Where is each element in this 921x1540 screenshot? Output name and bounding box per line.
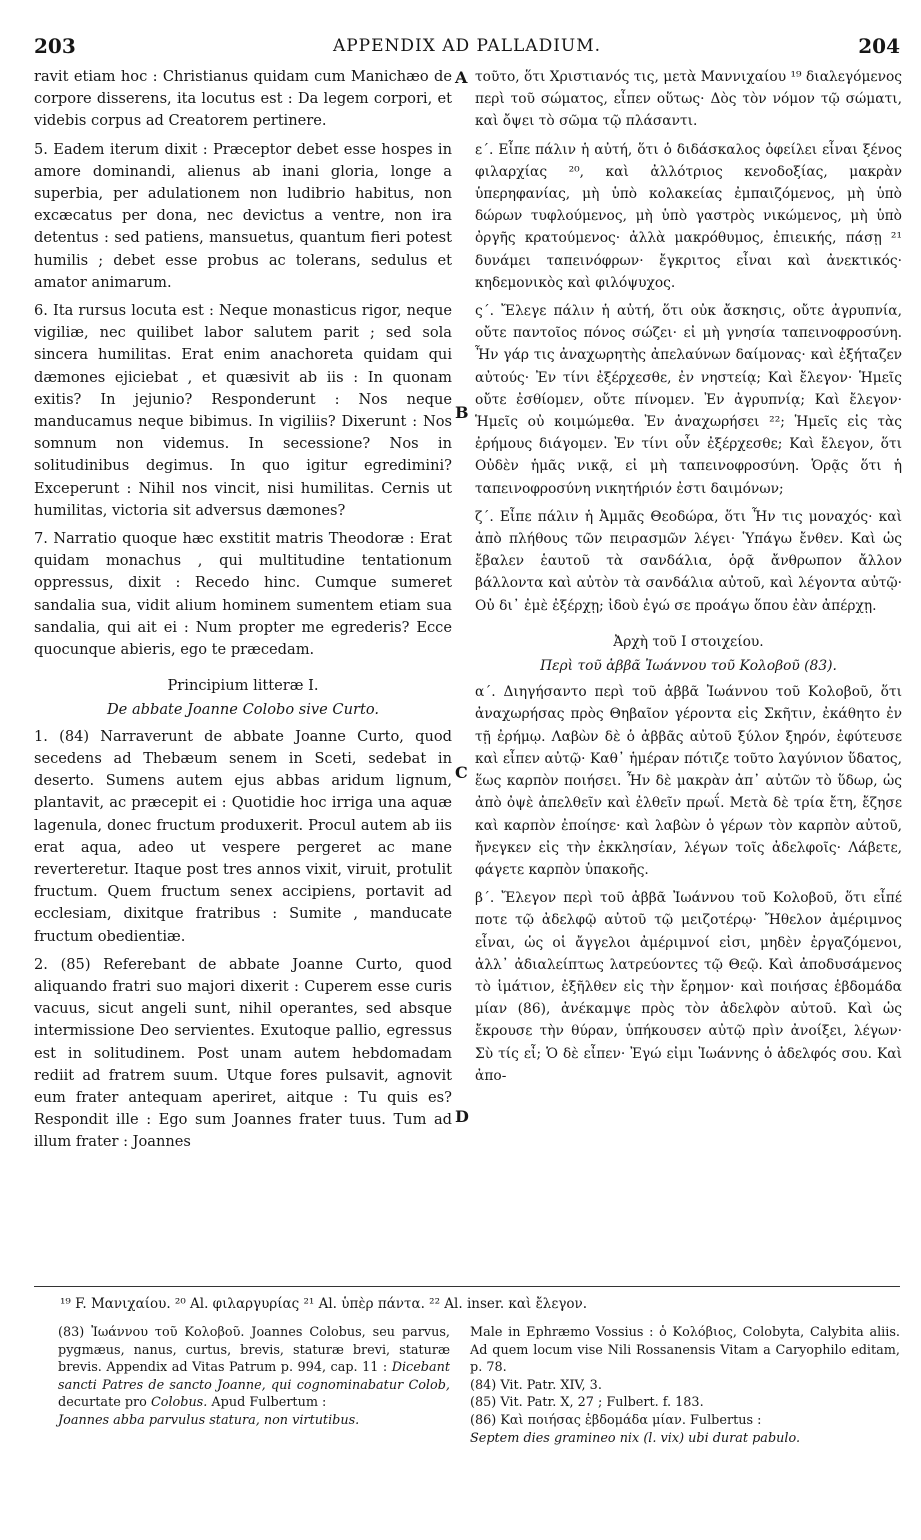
page-header	[34, 34, 900, 64]
footnote-83: (83) Ἰωάννου τοῦ Κολοβοῦ. Joannes Colobus, seu parvus, pygmæus, nanus, curtus, brevis, staturæ brevi, staturæ brevis. Appendix ad Vitas Patrum p. 994, cap. 11 : Dicebant sancti Patres de sancto Joanne, qui cognominabatur Colob, decurtate pro Colobus. Apud Fulbertum :	[58, 1325, 450, 1411]
footnotes-left	[58, 1324, 450, 1430]
latin-saying-1: 1. (84) Narraverunt de abbate Joanne Curto, quod secedens ad Thebæum senem in Sceti, sedebat in deserto. Sumens autem ejus abbas aridum lignum, plantavit, ac præcepit ei : Quotidie hoc irriga una aquæ lagenula, donec fructum produxerit. Procul autem ab iis erat aqua, adeo ut vespere pergeret ac mane reverteretur. Itaque post tres annos vixit, viruit, protulit fructum. Quem fructum senex accipiens, portavit ad ecclesiam, dixitque fratribus : Sumite , manducate fructum obedientiæ.	[34, 727, 452, 945]
greek-section-subheading: Περὶ τοῦ ἀββᾶ Ἰωάννου τοῦ Κολοβοῦ (83).	[540, 658, 837, 675]
page-number-right: 204	[858, 34, 900, 58]
latin-para-7: 7. Narratio quoque hæc exstitit matris Theodoræ : Erat quidam monachus , qui multitudine tentationum oppressus, dixit : Recedo hinc. Cumque sumeret sandalia sua, vidit alium hominem sumentem etiam sua sandalia, qui ait ei : Num propter me egrederis? Ecce quocunque abieris, ego te præcedam.	[34, 530, 452, 659]
footnote-84: (84) Vit. Patr. XIV, 3.	[470, 1377, 602, 1393]
margin-mark-d: D	[455, 1107, 469, 1126]
latin-saying-2: 2. (85) Referebant de abbate Joanne Curto, quod aliquando fratri suo majori dixerit : Cuperem esse curis vacuus, sicut angeli sunt, nihil operantes, sed absque intermissione Deo servientes. Exutoque pallio, egressus est in solitudinem. Post unam autem hebdomadam rediit ad fratrem suum. Utque fores pulsavit, agnovit eum frater antequam aperiret, aitque : Tu quis es? Respondit ille : Ego sum Joannes frater tuus. Tum ad illum frater : Joannes	[34, 955, 452, 1151]
footnote-83-quote: Joannes abba parvulus statura, non virtutibus.	[58, 1412, 360, 1428]
running-title: APPENDIX AD PALLADIUM.	[332, 36, 602, 56]
greek-para-cont: τοῦτο, ὅτι Χριστιανός τις, μετὰ Μαννιχαίου ¹⁹ διαλεγόμενος περὶ τοῦ σώματος, εἶπεν οὕτως· Δὸς τὸν νόμον τῷ σώματι, καὶ ὄψει τὸ σῶμα τῷ πλάσαντι.	[475, 69, 902, 130]
footnote-86-quote: Septem dies gramineo nix (l. vix) ubi durat pabulo.	[470, 1430, 801, 1446]
footnote-83-cont: Male in Ephræmo Vossius : ὁ Κολόβιος, Colobyta, Calybita aliis. Ad quem locum vise Nili Rossanensis Vitam a Caryophilo editam, p. 78.	[470, 1325, 900, 1376]
margin-mark-c: C	[455, 763, 468, 782]
greek-section-heading: Ἀρχὴ τοῦ Ι στοιχείου.	[613, 633, 764, 650]
latin-section-subheading: De abbate Joanne Colobo sive Curto.	[106, 701, 380, 719]
latin-para-6: 6. Ita rursus locuta est : Neque monasticus rigor, neque vigiliæ, nec quilibet labor salutem parit ; sed sola sincera humilitas. Erat enim anachoreta quidam qui dæmones ejiciebat , et quæsivit ab iis : In quonam exitis? In jejunio? Responderunt : Nos neque manducamus neque bibimus. In vigiliis? Dixerunt : Nos somnum non videmus. In secessione? Nos in solitudinibus degimus. In quo igitur egredimini? Exceperunt : Nihil nos vincit, nisi humilitas. Cernis ut humilitas, victoria sit adversus dæmones?	[34, 302, 452, 519]
latin-column	[34, 66, 452, 1156]
greek-saying-1: α΄. Διηγήσαντο περὶ τοῦ ἀββᾶ Ἰωάννου τοῦ Κολοβοῦ, ὅτι ἀναχωρήσας πρὸς Θηβαῖον γέροντα εἰς Σκῆτιν, ἐκάθητο ἐν τῇ ἐρήμῳ. Λαβὼν δὲ ὁ ἀββᾶς αὐτοῦ ξύλον ξηρόν, ἐφύτευσε καὶ εἶπεν αὐτῷ· Καθ᾿ ἡμέραν πότιζε τοῦτο λαγύνιον ὕδατος, ἕως καρπὸν ποιήσει. Ἦν δὲ μακρὰν ἀπ᾿ αὐτῶν τὸ ὕδωρ, ὡς ἀπὸ ὀψὲ ἀπελθεῖν καὶ ἐλθεῖν πρωΐ. Μετὰ δὲ τρία ἔτη, ἔζησε καὶ καρπὸν ἐποίησε· καὶ λαβὼν ὁ γέρων τὸν καρπὸν αὐτοῦ, ἤνεγκεν εἰς τὴν ἐκκλησίαν, λέγων τοῖς ἀδελφοῖς· Λάβετε, φάγετε καρπὸν ὑπακοῆς.	[475, 684, 902, 878]
greek-para-5: ε΄. Εἶπε πάλιν ἡ αὐτή, ὅτι ὁ διδάσκαλος ὀφείλει εἶναι ξένος φιλαρχίας ²⁰, καὶ ἀλλότριος κενοδοξίας, μακρὰν ὑπερηφανίας, μὴ ὑπὸ κολακείας ἐμπαιζόμενος, μὴ ὑπὸ δώρων τυφλούμενος, μὴ ὑπὸ γαστρὸς νικώμενος, μὴ ὑπὸ ὀργῆς κρατούμενος· ἀλλὰ μακρόθυμος, ἐπιεικής, πάσῃ ²¹ δυνάμει ταπεινόφρων· ἔγκριτος εἶναι καὶ ἀνεκτικός· κηδεμονικὸς καὶ φιλόψυχος.	[475, 141, 902, 291]
margin-mark-b: B	[455, 403, 469, 422]
latin-para-cont: ravit etiam hoc : Christianus quidam cum Manichæo de corpore disserens, ita locutus est : Da legem corpori, et videbis corpus ad Creatorem pertinere.	[34, 68, 452, 130]
margin-mark-a: A	[455, 68, 468, 87]
footnote-86: (86) Καὶ ποιήσας ἑβδομάδα μίαν. Fulbertus :	[470, 1412, 762, 1428]
greek-column	[475, 66, 902, 1089]
latin-para-5: 5. Eadem iterum dixit : Præceptor debet esse hospes in amore dominandi, alienus ab inani gloria, longe a superbia, per adulationem non ludibrio habitus, non excæcatus per dona, nec devictus a ventre, non ira detentus : sed patiens, mansuetus, quantum fieri potest humilis ; debet esse probus ac tolerans, sedulus et amator animarum.	[34, 140, 452, 291]
footnote-rule	[34, 1286, 900, 1287]
greek-para-7: ζ΄. Εἶπε πάλιν ἡ Ἀμμᾶς Θεοδώρα, ὅτι Ἦν τις μοναχός· καὶ ἀπὸ πλήθους τῶν πειρασμῶν λέγει· Ὑπάγω ἔνθεν. Καὶ ὡς ἔβαλεν ἑαυτοῦ τὰ σανδάλια, ὁρᾷ ἄνθρωπον ἄλλον βάλλοντα καὶ αὐτὸν τὰ σανδάλια αὐτοῦ, καὶ λέγοντα αὐτῷ· Οὐ δι᾿ ἐμὲ ἐξέρχῃ; ἰδοὺ ἐγώ σε προάγω ὅπου ἐὰν ἀπέρχῃ.	[475, 508, 902, 614]
page-number-left: 203	[34, 34, 76, 58]
latin-section-heading: Principium litteræ I.	[167, 677, 319, 695]
greek-para-6: ς΄. Ἔλεγε πάλιν ἡ αὐτή, ὅτι οὐκ ἄσκησις, οὔτε ἀγρυπνία, οὔτε παντοῖος πόνος σώζει· εἰ μὴ γνησία ταπεινοφροσύνη. Ἦν γάρ τις ἀναχωρητὴς ἀπελαύνων δαίμονας· καὶ ἐξήταζεν αὐτούς· Ἐν τίνι ἐξέρχεσθε, ἐν νηστείᾳ; Καὶ ἔλεγον· Ἡμεῖς οὔτε ἐσθίομεν, οὔτε πίνομεν. Ἐν ἀγρυπνίᾳ; Καὶ ἔλεγον· Ἡμεῖς οὐ κοιμώμεθα. Ἐν ἀναχωρήσει ²²; Ἡμεῖς εἰς τὰς ἐρήμους διάγομεν. Ἐν τίνι οὖν ἐξέρχεσθε; Καὶ ἔλεγον, ὅτι Οὐδὲν ἡμᾶς νικᾷ, εἰ μὴ ταπεινοφροσύνη. Ὁρᾷς ὅτι ἡ ταπεινοφροσύνη νικητήριόν ἐστι δαιμόνων;	[475, 303, 902, 497]
footnotes-right	[470, 1324, 900, 1447]
greek-saying-2: β΄. Ἔλεγον περὶ τοῦ ἀββᾶ Ἰωάννου τοῦ Κολοβοῦ, ὅτι εἶπέ ποτε τῷ ἀδελφῷ αὐτοῦ τῷ μειζοτέρῳ· Ἤθελον ἀμέριμνος εἶναι, ὡς οἱ ἄγγελοι ἀμέριμνοί εἰσι, μηδὲν ἐργαζόμενοι, ἀλλ᾿ ἀδιαλείπτως λατρεύοντες τῷ Θεῷ. Καὶ ἀποδυσάμενος τὸ ἱμάτιον, ἐξῆλθεν εἰς τὴν ἔρημον· καὶ ποιήσας ἑβδομάδα μίαν (86), ἀνέκαμψε πρὸς τὸν ἀδελφὸν αὐτοῦ. Καὶ ὡς ἔκρουσε τὴν θύραν, ὑπήκουσεν αὐτῷ πρὶν ἀνοίξει, λέγων· Σὺ τίς εἶ; Ὁ δὲ εἶπεν· Ἐγώ εἰμι Ἰωάννης ὁ ἀδελφός σου. Καὶ ἀπο-	[475, 890, 902, 1084]
footnote-85: (85) Vit. Patr. X, 27 ; Fulbert. f. 183.	[470, 1395, 704, 1411]
variant-readings: ¹⁹ F. Μανιχαίου. ²⁰ Al. φιλαργυρίας ²¹ Al. ὑπὲρ πάντα. ²² Al. inser. καὶ ἔλεγον.	[60, 1296, 588, 1312]
